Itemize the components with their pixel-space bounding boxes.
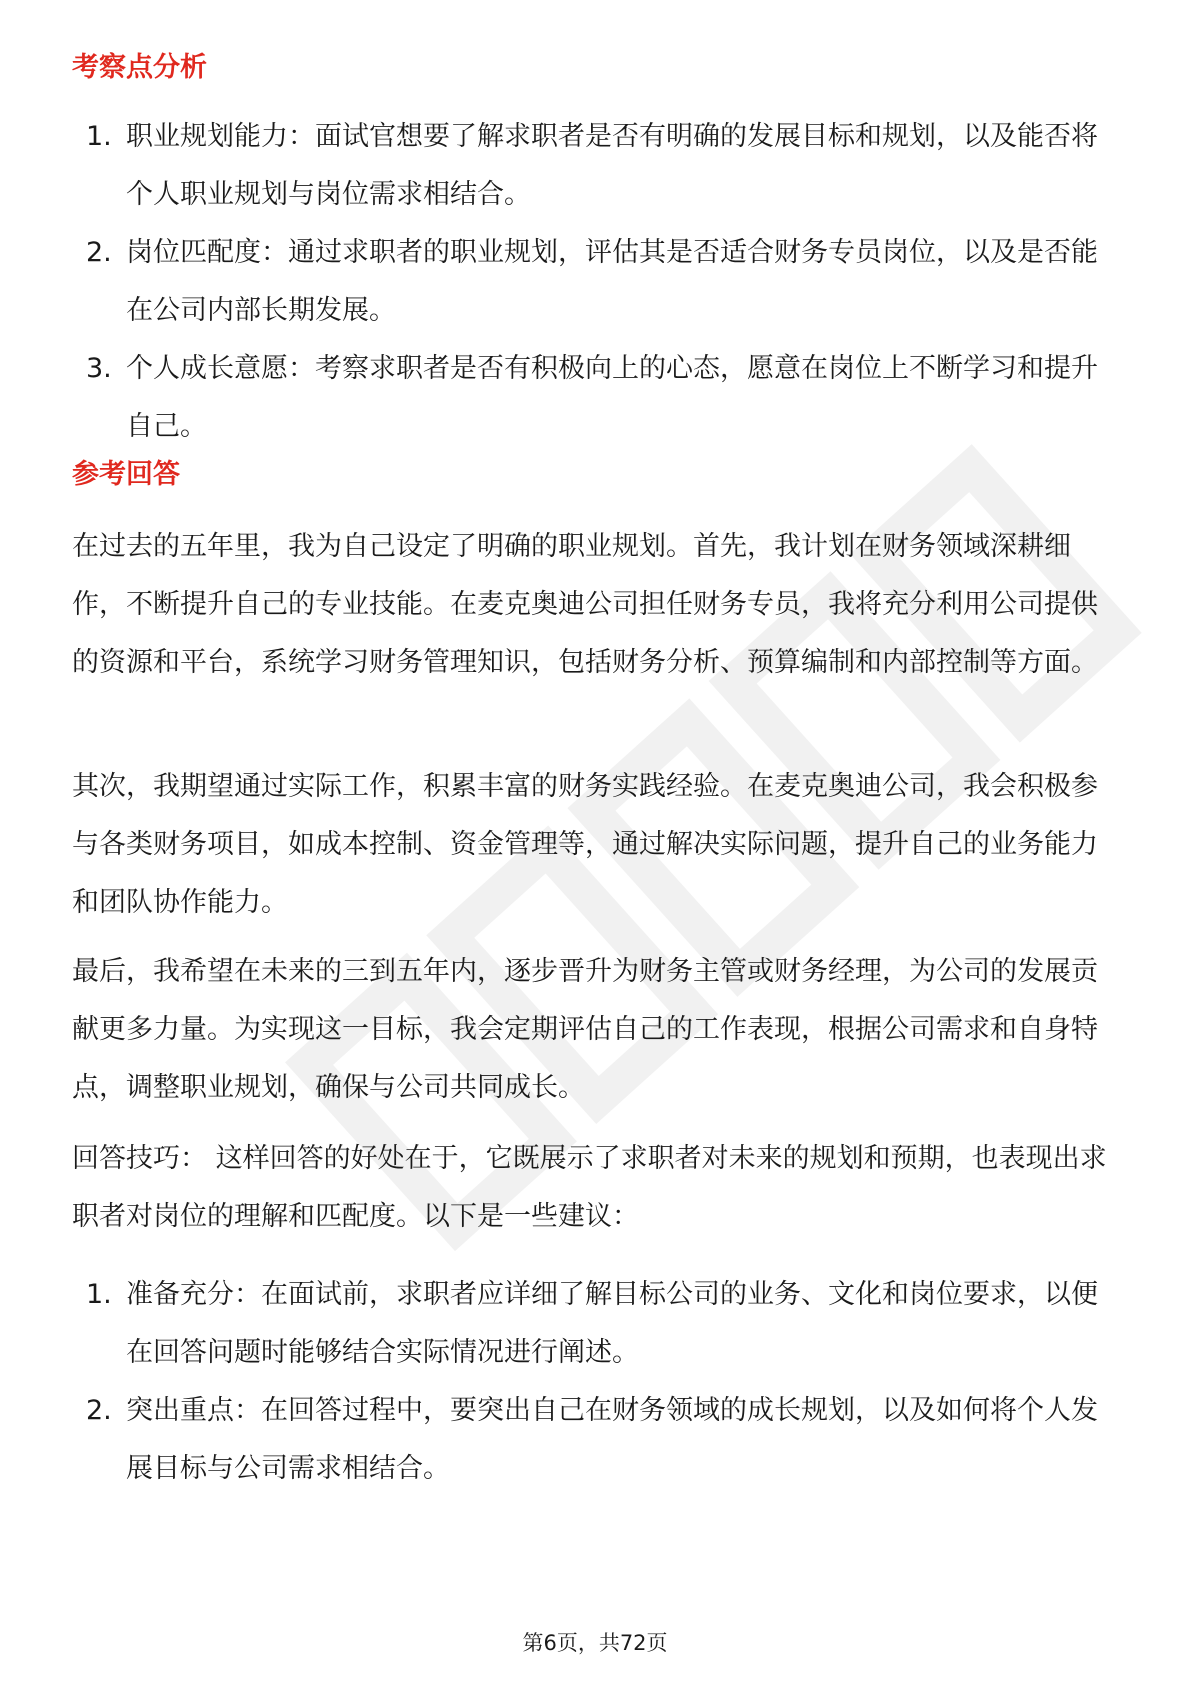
answer-paragraph-2: 其次，我期望通过实际工作，积累丰富的财务实践经验。在麦克奥迪公司，我会积极参与各类财务项目，如成本控制、资金管理等，通过解决实际问题，提升自己的业务能力和团队协作能力。 (72, 771, 1098, 918)
list-item (72, 1266, 1122, 1382)
answer-paragraph-1: 在过去的五年里，我为自己设定了明确的职业规划。首先，我计划在财务领域深耕细作，不断提升自己的专业技能。在麦克奥迪公司担任财务专员，我将充分利用公司提供的资源和平台，系统学习财务管理知识，包括财务分析、预算编制和内部控制等方面。 (72, 531, 1098, 678)
list-item (72, 224, 1122, 340)
list-number: 1. (86, 1279, 112, 1310)
list-item-text: 准备充分：在面试前，求职者应详细了解目标公司的业务、文化和岗位要求，以便在回答问题时能够结合实际情况进行阐述。 (126, 1279, 1098, 1368)
list-item-text: 个人成长意愿：考察求职者是否有积极向上的心态，愿意在岗位上不断学习和提升自己。 (126, 353, 1098, 442)
list-number: 2. (86, 237, 112, 268)
list-number: 1. (86, 121, 112, 152)
section-heading-reference-answer: 参考回答 (72, 459, 180, 490)
answer-tips-intro: 回答技巧： 这样回答的好处在于，它既展示了求职者对未来的规划和预期，也表现出求职者对岗位的理解和匹配度。以下是一些建议： (72, 1143, 1107, 1232)
list-item-text: 突出重点：在回答过程中，要突出自己在财务领域的成长规划，以及如何将个人发展目标与公司需求相结合。 (126, 1395, 1098, 1484)
analysis-list (72, 108, 1122, 456)
page-number-footer: 第6页，共72页 (522, 1631, 668, 1655)
list-item (72, 108, 1122, 224)
list-number: 2. (86, 1395, 112, 1426)
list-item (72, 1382, 1122, 1498)
list-number: 3. (86, 353, 112, 384)
tips-list (72, 1266, 1122, 1498)
list-item (72, 340, 1122, 456)
list-item-text: 职业规划能力：面试官想要了解求职者是否有明确的发展目标和规划，以及能否将个人职业规划与岗位需求相结合。 (126, 121, 1098, 210)
list-item-text: 岗位匹配度：通过求职者的职业规划，评估其是否适合财务专员岗位，以及是否能在公司内部长期发展。 (126, 237, 1098, 326)
section-heading-analysis: 考察点分析 (72, 52, 207, 83)
answer-paragraph-3: 最后，我希望在未来的三到五年内，逐步晋升为财务主管或财务经理，为公司的发展贡献更多力量。为实现这一目标，我会定期评估自己的工作表现，根据公司需求和自身特点，调整职业规划，确保与公司共同成长。 (72, 956, 1098, 1103)
